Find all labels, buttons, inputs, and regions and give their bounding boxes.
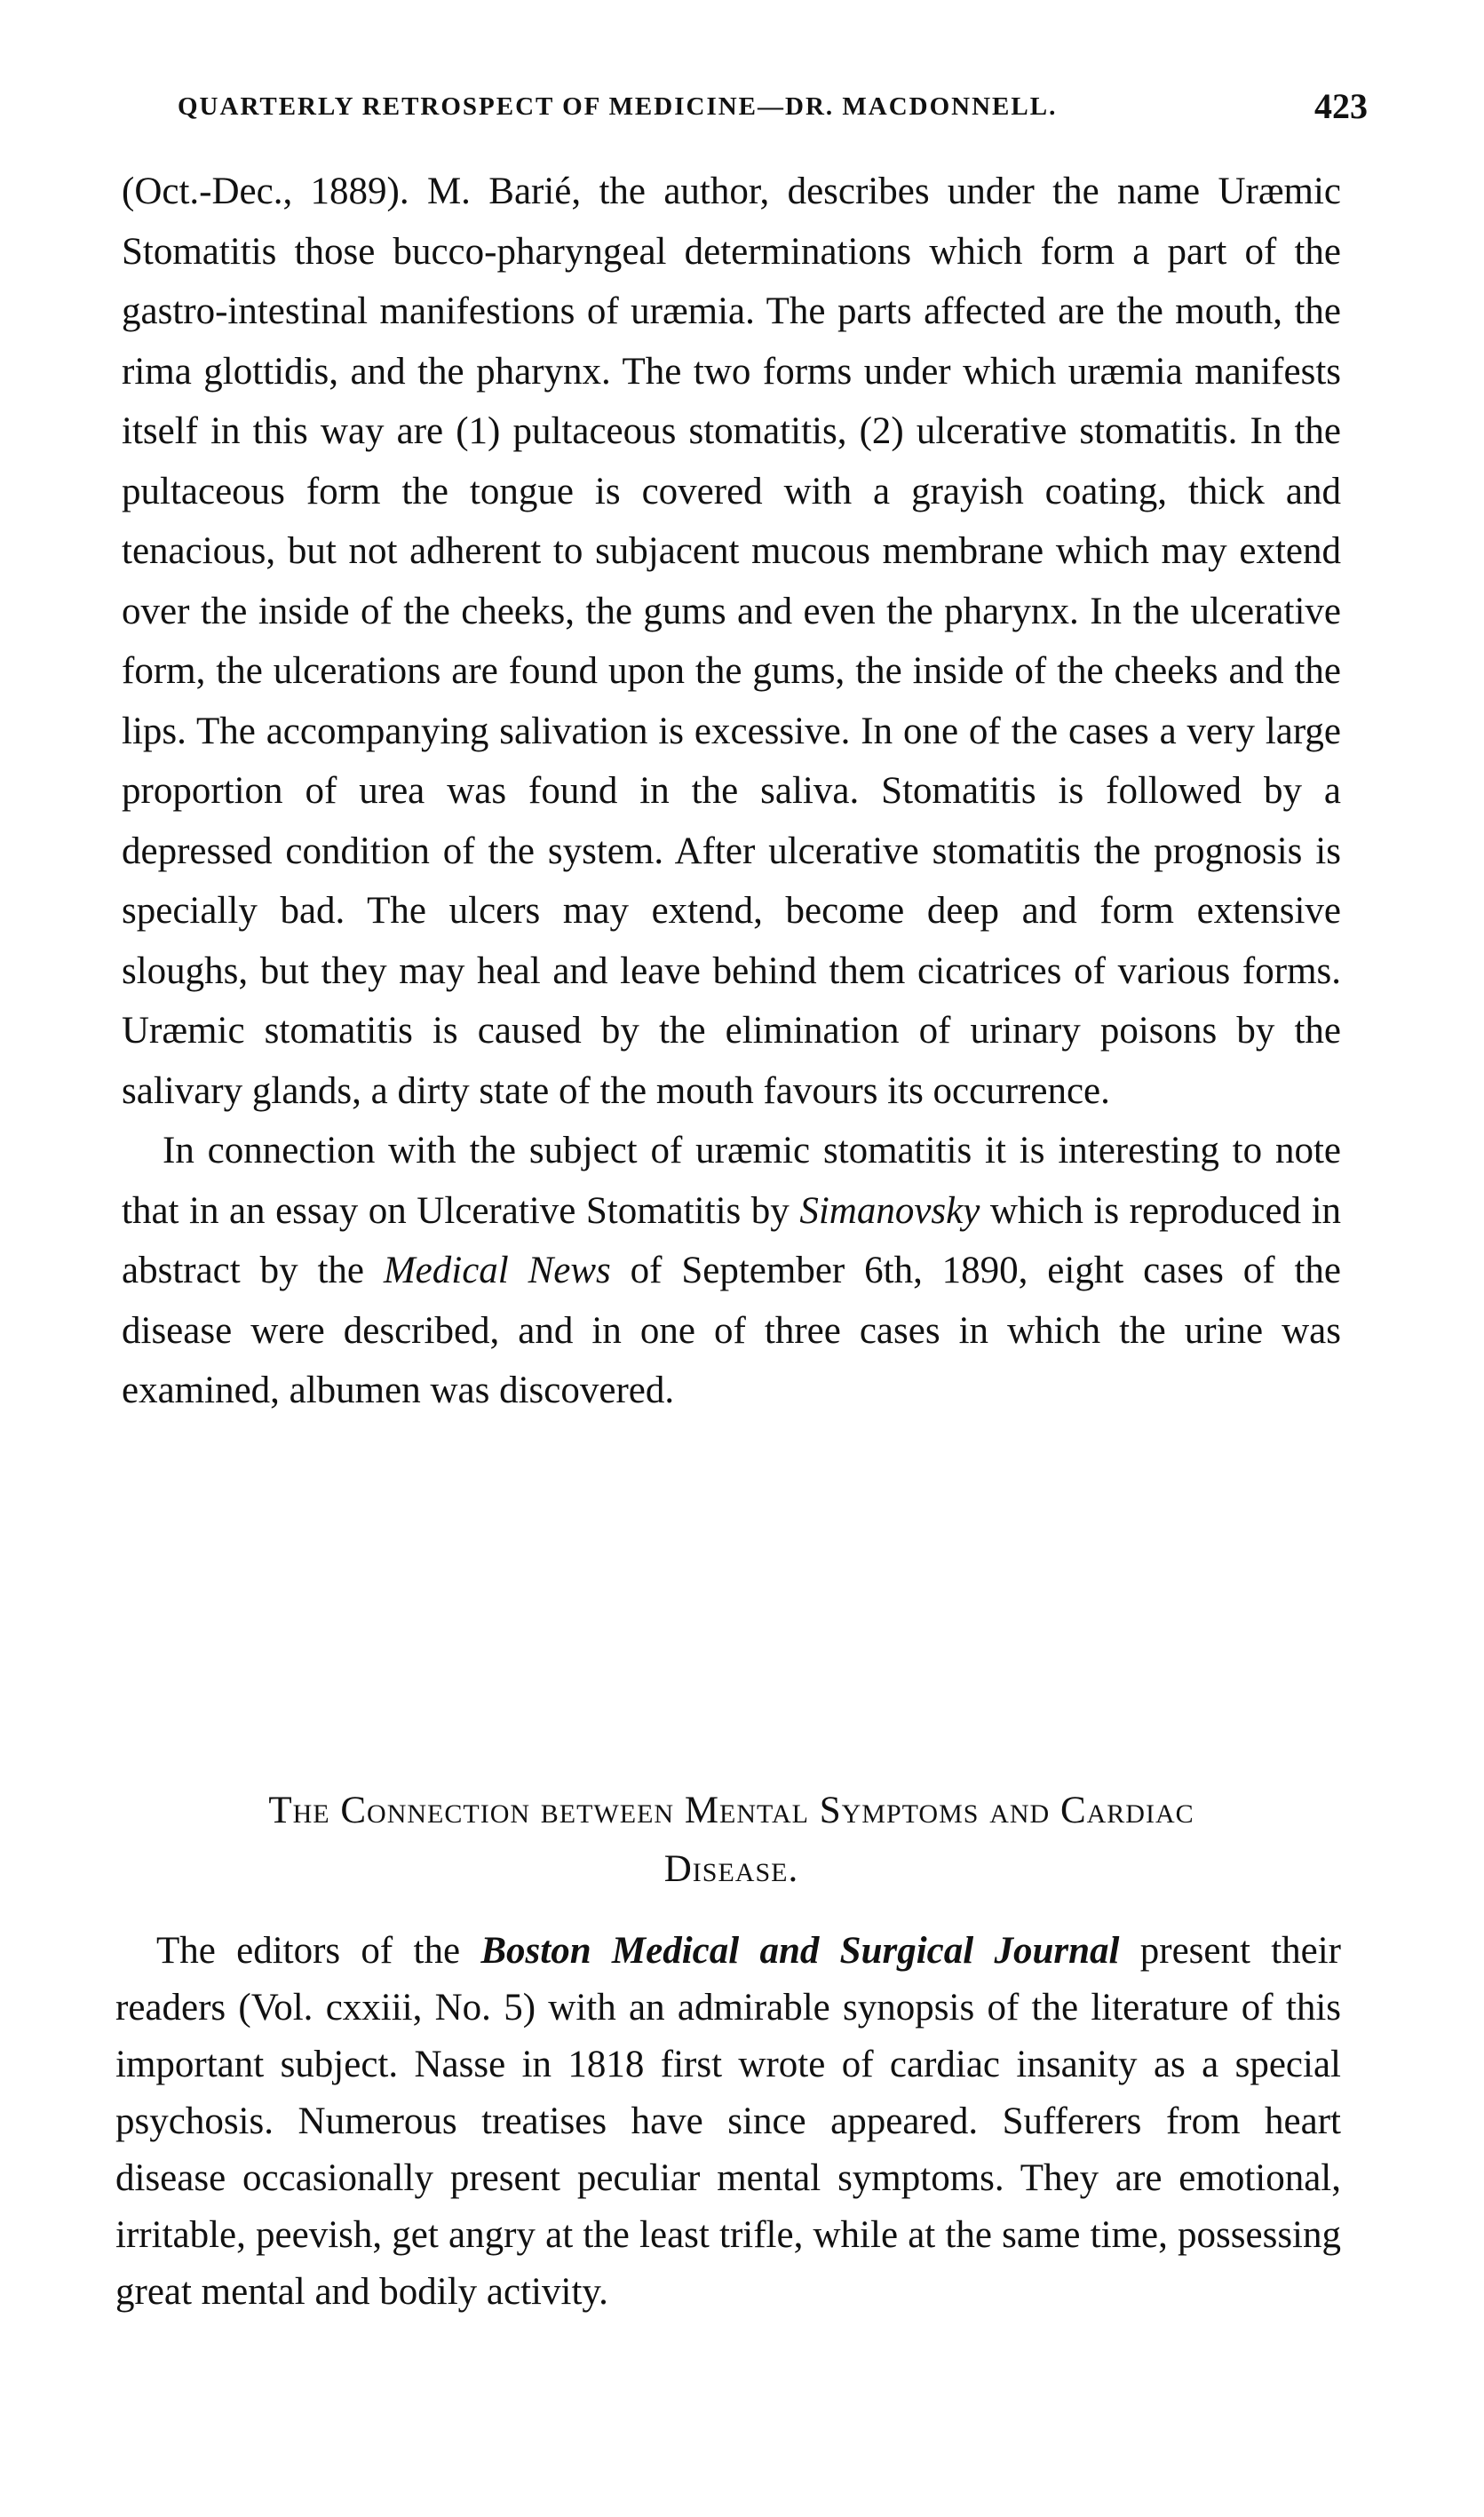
running-title: QUARTERLY RETROSPECT OF MEDICINE—DR. MACDONNELL. — [178, 92, 1058, 121]
running-head — [178, 86, 1368, 137]
paragraph-text: present their readers (Vol. cxxiii, No. 5) with an admirable synopsis of the literature of this important subject. Nasse in 1818 first wrote of cardiac insanity as a special psychosis. Numerous treatises have since appeared. Sufferers from heart disease occasionally present peculiar mental symptoms. They are emotional, irritable, peevish, get angry at the least trifle, while at the same time, possessing great mental and bodily activity. — [115, 1930, 1342, 2313]
journal-name: Medical News — [383, 1250, 611, 1291]
paragraph-text: of September 6th, 1890, eight cases of the disease were described, and in one of three cases in which the urine was examined, albumen was discovered. — [122, 1250, 1341, 1411]
page-number: 423 — [1314, 86, 1368, 126]
paragraph-simanovsky — [122, 1121, 1341, 1421]
section-body — [115, 1923, 1341, 2321]
section-heading-line: Disease. — [663, 1848, 799, 1890]
article-body — [122, 162, 1341, 1421]
paragraph-text: The editors of the — [156, 1930, 461, 1972]
paragraph-text: In connection with the subject of uræmic stomatitis it is interesting to note that in an essay on Ulcerative Stomatitis by — [122, 1130, 1341, 1232]
journal-name: Boston Medical and Surgical Journal — [480, 1930, 1120, 1972]
section-heading-line: The Connection between Mental Symptoms and Cardiac — [268, 1790, 1194, 1831]
paragraph-cardiac-insanity — [115, 1923, 1341, 2321]
author-name: Simanovsky — [799, 1189, 980, 1232]
paragraph-uraemic-stomatitis: (Oct.-Dec., 1889). M. Barié, the author, describes under the name Uræmic Stomatitis those bucco-pharyngeal determinations which form a part of the gastro-intestinal manifestions of uræmia. The parts affected are the mouth, the rima glottidis, and the pharynx. The two forms under which uræmia manifests itself in this way are (1) pultaceous stomatitis, (2) ulcerative stomatitis. In the pultaceous form the tongue is covered with a grayish coating, thick and tenacious, but not adherent to subjacent mucous membrane which may extend over the inside of the cheeks, the gums and even the pharynx. In the ulcerative form, the ulcerations are found upon the gums, the inside of the cheeks and the lips. The accompanying salivation is excessive. In one of the cases a very large proportion of urea was found in the saliva. Stomatitis is followed by a depressed condition of the system. After ulcerative stomatitis the prognosis is specially bad. The ulcers may extend, become deep and form extensive sloughs, but they may heal and leave behind them cicatrices of various forms. Uræmic stomatitis is caused by the elimination of urinary poisons by the salivary glands, a dirty state of the mouth favours its occurrence. — [122, 171, 1341, 1112]
section-heading — [122, 1782, 1341, 1899]
paragraph-text: which is reproduced in abstract by the — [122, 1189, 1342, 1291]
